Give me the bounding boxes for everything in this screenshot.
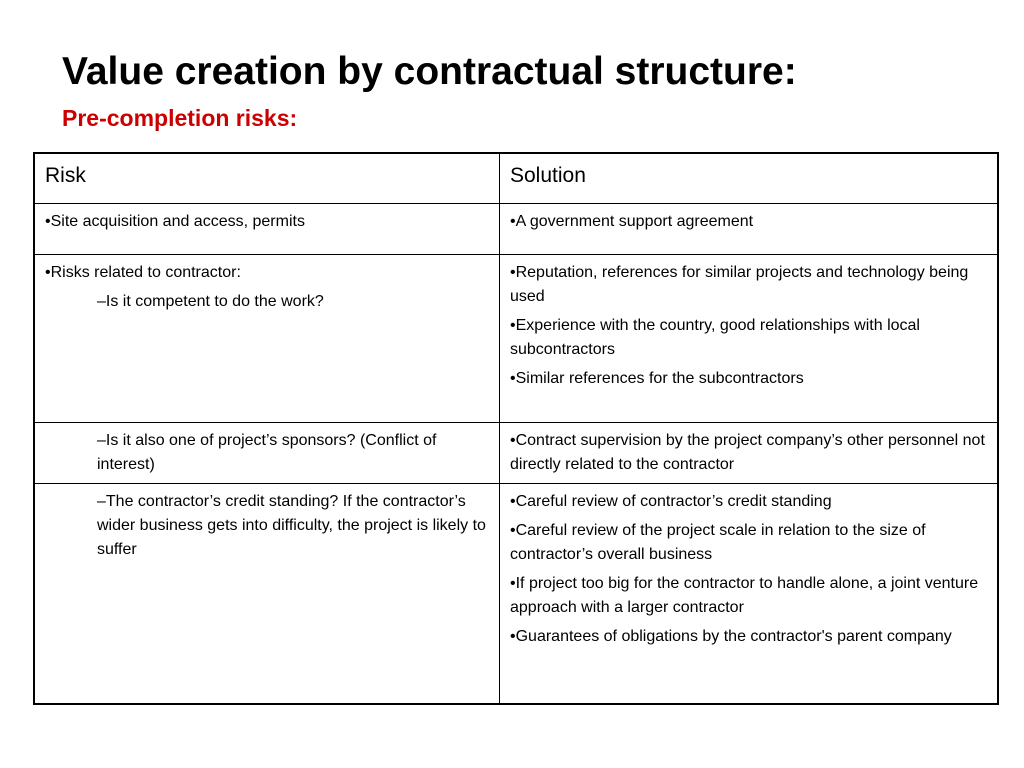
risk-text: •Site acquisition and access, permits	[45, 213, 305, 230]
risk-subtext: –The contractor’s credit standing? If the contractor’s wider business gets into difficulty, the project is likely to suffer	[97, 493, 486, 558]
slide-title: Value creation by contractual structure:	[62, 50, 797, 93]
solution-cell	[500, 255, 999, 423]
header-risk: Risk	[34, 153, 500, 204]
solution-text: •Careful review of the project scale in relation to the size of contractor’s overall business	[510, 522, 926, 563]
risk-subtext: –Is it also one of project’s sponsors? (Conflict of interest)	[97, 432, 437, 473]
solution-cell	[500, 484, 999, 704]
table-header-row	[34, 153, 998, 204]
table-row	[34, 255, 998, 423]
solution-text: •Reputation, references for similar projects and technology being used	[510, 264, 969, 305]
solution-text: •Experience with the country, good relationships with local subcontractors	[510, 317, 920, 358]
risk-cell	[34, 484, 500, 704]
risk-cell	[34, 204, 500, 255]
solution-text: •Guarantees of obligations by the contractor's parent company	[510, 628, 952, 645]
solution-text: •If project too big for the contractor to handle alone, a joint venture approach with a larger contractor	[510, 575, 979, 616]
solution-cell	[500, 423, 999, 484]
risk-cell	[34, 423, 500, 484]
solution-text: •A government support agreement	[510, 213, 754, 230]
solution-cell	[500, 204, 999, 255]
risk-subtext: –Is it competent to do the work?	[97, 293, 324, 310]
table-row	[34, 204, 998, 255]
table-row	[34, 423, 998, 484]
slide-subtitle: Pre-completion risks:	[62, 105, 298, 131]
solution-text: •Similar references for the subcontractors	[510, 370, 804, 387]
risk-solution-table	[33, 152, 999, 705]
table-row	[34, 484, 998, 704]
solution-text: •Contract supervision by the project company’s other personnel not directly related to the contractor	[510, 432, 985, 473]
header-solution: Solution	[500, 153, 999, 204]
risk-cell	[34, 255, 500, 423]
solution-text: •Careful review of contractor’s credit standing	[510, 493, 832, 510]
risk-text: •Risks related to contractor:	[45, 264, 241, 281]
